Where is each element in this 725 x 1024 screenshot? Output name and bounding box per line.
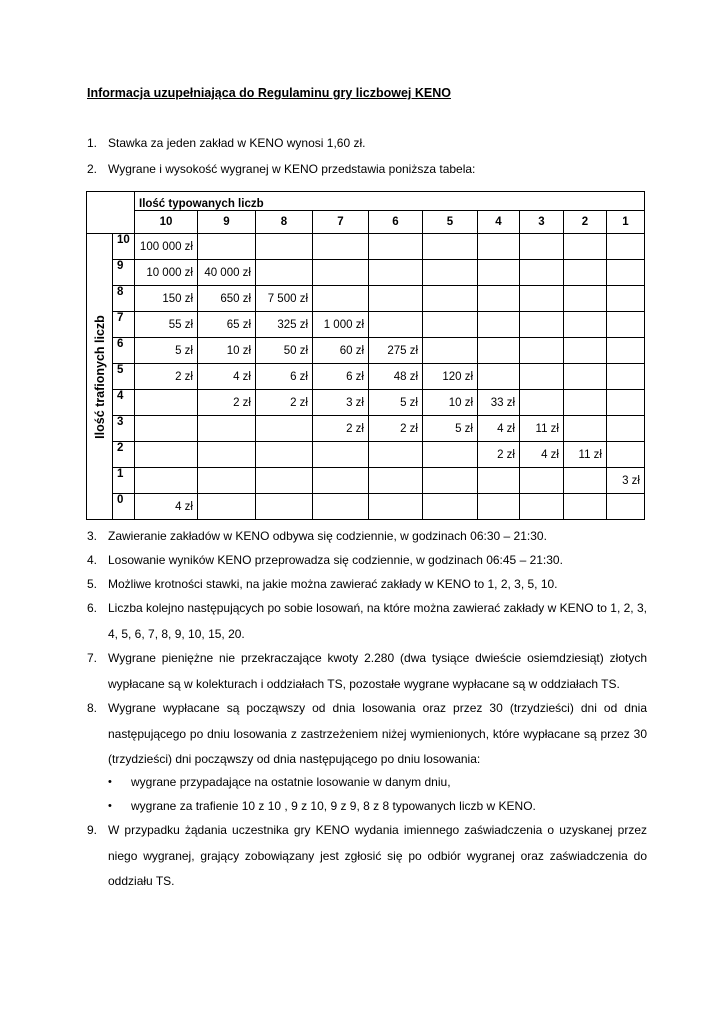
column-header: 10 xyxy=(135,211,198,234)
table-cell: 11 zł xyxy=(520,416,564,442)
table-row xyxy=(87,494,645,520)
list-text: Liczba kolejno następujących po sobie losowań, na które można zawierać zakłady w KENO to 1, 2, 3, 4, 5, 6, 7, 8, 9, 10, 15, 20. xyxy=(108,601,647,641)
list-item-4 xyxy=(87,548,647,574)
table-cell xyxy=(564,468,607,494)
row-header: 10 xyxy=(113,234,135,260)
table-cell xyxy=(198,234,256,260)
table-cell xyxy=(564,364,607,390)
table-cell xyxy=(256,234,313,260)
table-row xyxy=(87,234,645,260)
row-header: 4 xyxy=(113,390,135,416)
table-cell xyxy=(369,468,423,494)
table-cell xyxy=(607,442,645,468)
column-header: 5 xyxy=(423,211,478,234)
table-cell xyxy=(607,234,645,260)
table-cell xyxy=(520,234,564,260)
table-cell xyxy=(607,338,645,364)
table-cell: 60 zł xyxy=(313,338,369,364)
table-cell: 4 zł xyxy=(198,364,256,390)
table-cell: 10 000 zł xyxy=(135,260,198,286)
table-cell xyxy=(423,234,478,260)
list-number: 1. xyxy=(87,136,98,150)
table-cell xyxy=(607,364,645,390)
table-cell xyxy=(423,286,478,312)
bullet-icon: • xyxy=(108,776,112,788)
table-cell xyxy=(478,468,520,494)
list-text: Stawka za jeden zakład w KENO wynosi 1,60 zł. xyxy=(108,136,366,150)
table-cell xyxy=(564,312,607,338)
table-cell xyxy=(564,260,607,286)
table-cell xyxy=(256,494,313,520)
list-item-3 xyxy=(87,524,647,550)
table-row xyxy=(87,286,645,312)
row-header: 1 xyxy=(113,468,135,494)
table-cell xyxy=(313,494,369,520)
table-cell xyxy=(313,468,369,494)
table-cell: 7 500 zł xyxy=(256,286,313,312)
table-cell: 120 zł xyxy=(423,364,478,390)
table-cell xyxy=(256,260,313,286)
table-cell: 275 zł xyxy=(369,338,423,364)
table-row xyxy=(87,442,645,468)
list-text: Wygrane wypłacane są począwszy od dnia losowania oraz przez 30 (trzydzieści) dni od dnia następującego po dniu losowania z zastrzeżeniem niżej wymienionych, które wypłacane są przez 30 (trzydzieści) dni począwszy od dnia następującego po dniu losowania: xyxy=(108,701,647,767)
table-cell xyxy=(607,312,645,338)
table-cell xyxy=(520,494,564,520)
list-item-1 xyxy=(87,131,647,157)
table-cell xyxy=(369,442,423,468)
table-cell xyxy=(564,338,607,364)
list-text: W przypadku żądania uczestnika gry KENO wydania imiennego zaświadczenia o uzyskanej przez niego wygranej, grający zobowiązany jest zgłosić się po odbiór wygranej oraz zaświadczenia do oddziału TS. xyxy=(108,823,647,889)
row-header: 5 xyxy=(113,364,135,390)
table-cell xyxy=(564,416,607,442)
table-cell xyxy=(564,494,607,520)
table-cell xyxy=(313,234,369,260)
list-number: 7. xyxy=(87,651,98,665)
table-cell xyxy=(520,468,564,494)
table-cell xyxy=(478,286,520,312)
row-header: 2 xyxy=(113,442,135,468)
column-header: 2 xyxy=(564,211,607,234)
row-header: 0 xyxy=(113,494,135,520)
table-cell xyxy=(520,390,564,416)
table-cell: 650 zł xyxy=(198,286,256,312)
table-cell: 3 zł xyxy=(607,468,645,494)
table-cell xyxy=(478,234,520,260)
table-cell: 10 zł xyxy=(198,338,256,364)
table-cell xyxy=(135,442,198,468)
table-cell: 150 zł xyxy=(135,286,198,312)
table-cell xyxy=(478,338,520,364)
list-number: 8. xyxy=(87,701,98,715)
table-cell xyxy=(369,234,423,260)
table-cell: 2 zł xyxy=(135,364,198,390)
table-cell: 2 zł xyxy=(313,416,369,442)
table-cell xyxy=(564,286,607,312)
row-group-label: Ilość trafionych liczb xyxy=(92,314,107,439)
table-row xyxy=(87,260,645,286)
table-cell xyxy=(423,338,478,364)
bullet-text: wygrane przypadające na ostatnie losowanie w danym dniu, xyxy=(131,775,451,789)
table-cell xyxy=(607,416,645,442)
table-row xyxy=(87,338,645,364)
list-item-6 xyxy=(87,596,647,647)
table-cell: 40 000 zł xyxy=(198,260,256,286)
table-cell: 2 zł xyxy=(369,416,423,442)
row-header: 7 xyxy=(113,312,135,338)
table-cell xyxy=(478,494,520,520)
list-number: 6. xyxy=(87,601,98,615)
table-cell xyxy=(423,494,478,520)
table-cell: 48 zł xyxy=(369,364,423,390)
table-cell xyxy=(520,260,564,286)
document-title: Informacja uzupełniająca do Regulaminu gry liczbowej KENO xyxy=(87,86,451,100)
table-cell xyxy=(369,286,423,312)
table-cell: 4 zł xyxy=(478,416,520,442)
table-row xyxy=(87,364,645,390)
column-header: 9 xyxy=(198,211,256,234)
table-cell: 65 zł xyxy=(198,312,256,338)
table-cell xyxy=(256,468,313,494)
bullet-item-1 xyxy=(108,770,648,795)
list-text: Zawieranie zakładów w KENO odbywa się codziennie, w godzinach 06:30 – 21:30. xyxy=(108,529,547,543)
table-cell: 33 zł xyxy=(478,390,520,416)
row-header: 8 xyxy=(113,286,135,312)
table-cell: 6 zł xyxy=(256,364,313,390)
corner-cell xyxy=(87,192,135,234)
bullet-icon: • xyxy=(108,800,112,812)
list-number: 2. xyxy=(87,162,98,176)
bullet-text: wygrane za trafienie 10 z 10 , 9 z 10, 9 z 9, 8 z 8 typowanych liczb w KENO. xyxy=(131,799,536,813)
row-header: 6 xyxy=(113,338,135,364)
table-cell: 55 zł xyxy=(135,312,198,338)
table-cell xyxy=(607,494,645,520)
table-cell xyxy=(135,468,198,494)
list-text: Wygrane pieniężne nie przekraczające kwoty 2.280 (dwa tysiące dwieście osiemdziesiąt) złotych wypłacane są w kolekturach i oddziałach TS, pozostałe wygrane wypłacane są w oddziałach TS. xyxy=(108,651,647,691)
table-cell xyxy=(313,286,369,312)
table-cell xyxy=(423,442,478,468)
table-cell xyxy=(423,312,478,338)
list-item-9 xyxy=(87,818,647,895)
table-cell xyxy=(198,468,256,494)
table-cell xyxy=(423,260,478,286)
list-number: 9. xyxy=(87,823,98,837)
bullet-item-2 xyxy=(108,794,648,819)
column-header: 7 xyxy=(313,211,369,234)
column-header: 3 xyxy=(520,211,564,234)
list-text: Wygrane i wysokość wygranej w KENO przedstawia poniższa tabela: xyxy=(108,162,476,176)
row-header: 3 xyxy=(113,416,135,442)
table-cell: 5 zł xyxy=(423,416,478,442)
table-row xyxy=(87,416,645,442)
table-cell xyxy=(369,312,423,338)
column-header: 6 xyxy=(369,211,423,234)
table-cell: 3 zł xyxy=(313,390,369,416)
list-item-7 xyxy=(87,646,647,697)
table-cell xyxy=(607,390,645,416)
table-cell: 50 zł xyxy=(256,338,313,364)
table-cell xyxy=(135,390,198,416)
table-cell xyxy=(478,312,520,338)
list-number: 5. xyxy=(87,577,98,591)
table-cell xyxy=(564,234,607,260)
table-row xyxy=(87,468,645,494)
column-header: 1 xyxy=(607,211,645,234)
column-group-header: Ilość typowanych liczb xyxy=(135,192,645,211)
table-cell xyxy=(520,338,564,364)
list-number: 3. xyxy=(87,529,98,543)
row-group-header xyxy=(87,234,113,520)
column-header: 8 xyxy=(256,211,313,234)
table-cell xyxy=(198,442,256,468)
table-cell xyxy=(478,260,520,286)
row-header: 9 xyxy=(113,260,135,286)
table-cell: 10 zł xyxy=(423,390,478,416)
table-cell xyxy=(313,442,369,468)
list-item-5 xyxy=(87,572,647,598)
table-cell: 11 zł xyxy=(564,442,607,468)
table-cell xyxy=(520,364,564,390)
table-cell xyxy=(607,286,645,312)
table-cell xyxy=(256,416,313,442)
list-item-2 xyxy=(87,157,647,183)
table-cell: 2 zł xyxy=(256,390,313,416)
table-cell xyxy=(520,312,564,338)
table-cell xyxy=(423,468,478,494)
table-cell xyxy=(478,364,520,390)
table-cell xyxy=(564,390,607,416)
table-cell: 2 zł xyxy=(478,442,520,468)
table-cell: 325 zł xyxy=(256,312,313,338)
table-cell: 100 000 zł xyxy=(135,234,198,260)
table-cell: 4 zł xyxy=(520,442,564,468)
table-cell xyxy=(198,494,256,520)
table-cell xyxy=(135,416,198,442)
table-cell: 6 zł xyxy=(313,364,369,390)
list-text: Losowanie wyników KENO przeprowadza się codziennie, w godzinach 06:45 – 21:30. xyxy=(108,553,563,567)
list-text: Możliwe krotności stawki, na jakie można zawierać zakłady w KENO to 1, 2, 3, 5, 10. xyxy=(108,577,558,591)
table-cell: 2 zł xyxy=(198,390,256,416)
table-cell xyxy=(520,286,564,312)
list-number: 4. xyxy=(87,553,98,567)
table-cell xyxy=(198,416,256,442)
column-header: 4 xyxy=(478,211,520,234)
prize-table xyxy=(86,191,645,520)
table-row xyxy=(87,312,645,338)
table-cell: 4 zł xyxy=(135,494,198,520)
table-cell: 5 zł xyxy=(135,338,198,364)
table-cell xyxy=(607,260,645,286)
table-cell xyxy=(313,260,369,286)
list-item-8 xyxy=(87,696,647,773)
table-cell xyxy=(256,442,313,468)
table-cell xyxy=(369,494,423,520)
table-row xyxy=(87,390,645,416)
table-cell: 1 000 zł xyxy=(313,312,369,338)
table-cell: 5 zł xyxy=(369,390,423,416)
table-cell xyxy=(369,260,423,286)
